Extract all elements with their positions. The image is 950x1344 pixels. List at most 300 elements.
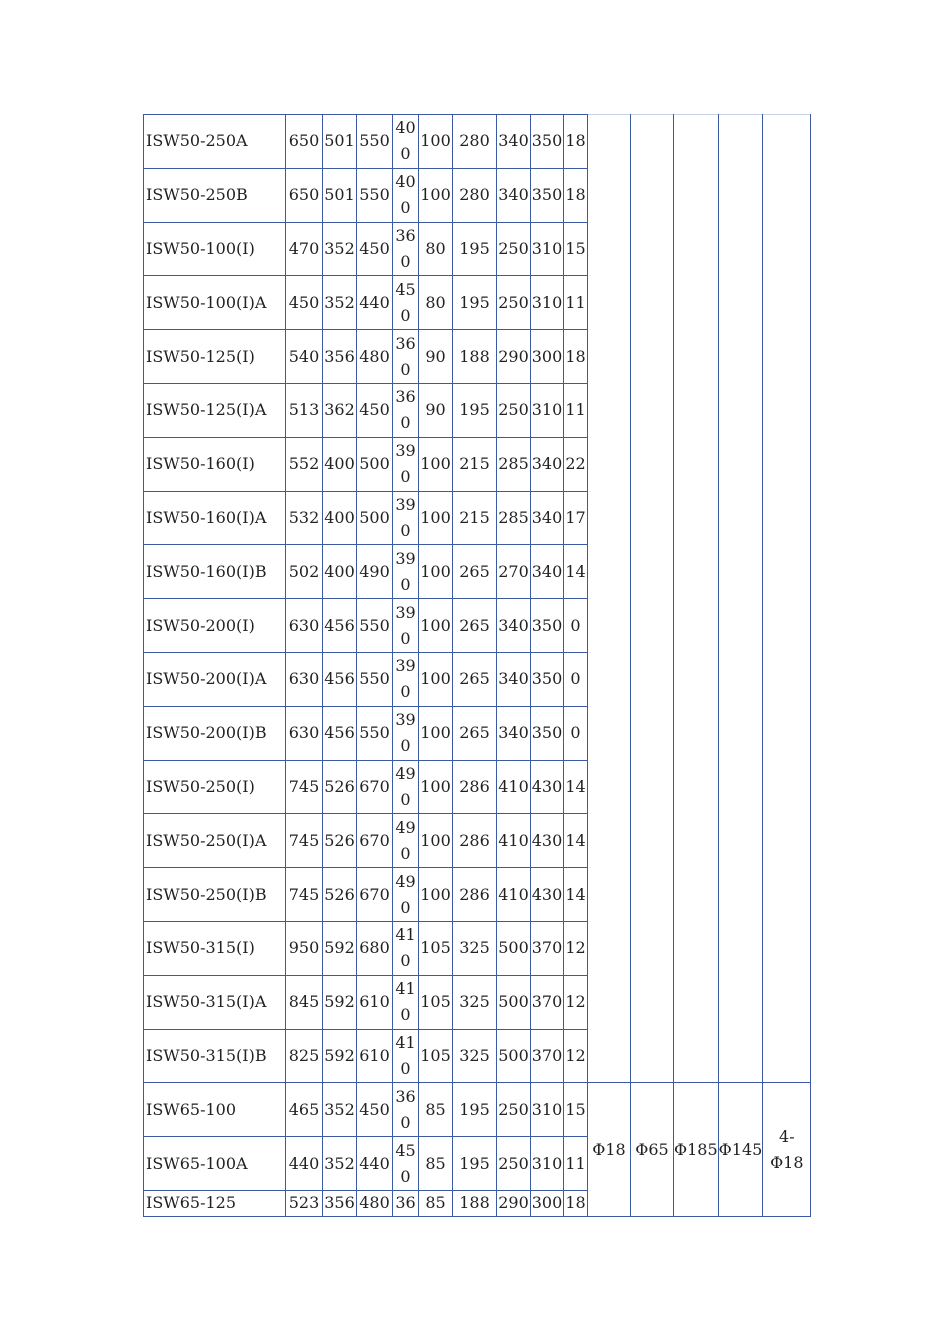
table-row: [144, 437, 811, 491]
model-cell: ISW50-250B: [144, 168, 286, 222]
empty-cell: [763, 1029, 811, 1083]
empty-cell: [588, 222, 631, 276]
empty-cell: [588, 921, 631, 975]
value-cell-2: 362: [323, 383, 357, 437]
empty-cell: [674, 491, 719, 545]
value-cell-4: 410: [393, 1029, 419, 1083]
empty-cell: [631, 168, 674, 222]
value-cell-8: 350: [531, 706, 564, 760]
group-cell-1: Φ18: [588, 1083, 631, 1217]
empty-cell: [763, 168, 811, 222]
value-cell-1: 532: [286, 491, 323, 545]
value-cell-1: 540: [286, 330, 323, 384]
table-row: [144, 491, 811, 545]
empty-cell: [718, 168, 763, 222]
value-cell-7: 290: [497, 330, 531, 384]
value-cell-1: 630: [286, 652, 323, 706]
value-cell-6: 188: [453, 330, 497, 384]
table-row: [144, 975, 811, 1029]
value-cell-4: 390: [393, 652, 419, 706]
value-cell-5: 100: [419, 545, 453, 599]
value-cell-9: 22: [564, 437, 588, 491]
empty-cell: [674, 868, 719, 922]
value-cell-6: 195: [453, 222, 497, 276]
value-cell-5: 100: [419, 814, 453, 868]
value-cell-2: 400: [323, 545, 357, 599]
empty-cell: [718, 276, 763, 330]
value-cell-8: 350: [531, 115, 564, 169]
empty-cell: [631, 491, 674, 545]
empty-cell: [631, 437, 674, 491]
value-cell-6: 265: [453, 599, 497, 653]
value-cell-6: 215: [453, 491, 497, 545]
value-cell-2: 592: [323, 921, 357, 975]
empty-cell: [674, 276, 719, 330]
value-cell-7: 250: [497, 383, 531, 437]
value-cell-8: 430: [531, 868, 564, 922]
empty-cell: [763, 975, 811, 1029]
value-cell-6: 280: [453, 115, 497, 169]
value-cell-7: 500: [497, 1029, 531, 1083]
empty-cell: [763, 276, 811, 330]
value-cell-1: 470: [286, 222, 323, 276]
table-row: [144, 1029, 811, 1083]
value-cell-3: 670: [357, 868, 393, 922]
value-cell-6: 325: [453, 1029, 497, 1083]
empty-cell: [674, 706, 719, 760]
value-cell-9: 12: [564, 975, 588, 1029]
value-cell-3: 450: [357, 222, 393, 276]
model-cell: ISW50-250A: [144, 115, 286, 169]
value-cell-3: 550: [357, 706, 393, 760]
empty-cell: [631, 599, 674, 653]
model-cell: ISW50-315(I): [144, 921, 286, 975]
model-cell: ISW50-125(I)A: [144, 383, 286, 437]
empty-cell: [588, 760, 631, 814]
empty-cell: [588, 868, 631, 922]
value-cell-1: 650: [286, 168, 323, 222]
value-cell-4: 390: [393, 437, 419, 491]
empty-cell: [631, 706, 674, 760]
value-cell-4: 360: [393, 1083, 419, 1137]
empty-cell: [674, 222, 719, 276]
model-cell: ISW50-200(I)A: [144, 652, 286, 706]
value-cell-5: 105: [419, 975, 453, 1029]
empty-cell: [763, 437, 811, 491]
value-cell-7: 500: [497, 975, 531, 1029]
empty-cell: [763, 921, 811, 975]
value-cell-2: 592: [323, 975, 357, 1029]
value-cell-1: 465: [286, 1083, 323, 1137]
empty-cell: [763, 760, 811, 814]
value-cell-7: 290: [497, 1190, 531, 1216]
value-cell-7: 340: [497, 652, 531, 706]
value-cell-4: 490: [393, 814, 419, 868]
value-cell-4: 360: [393, 222, 419, 276]
empty-cell: [718, 652, 763, 706]
model-cell: ISW50-315(I)A: [144, 975, 286, 1029]
value-cell-1: 950: [286, 921, 323, 975]
empty-cell: [674, 975, 719, 1029]
value-cell-4: 450: [393, 1137, 419, 1191]
value-cell-5: 85: [419, 1190, 453, 1216]
value-cell-1: 630: [286, 706, 323, 760]
value-cell-2: 356: [323, 1190, 357, 1216]
value-cell-9: 18: [564, 115, 588, 169]
value-cell-7: 340: [497, 599, 531, 653]
value-cell-6: 265: [453, 652, 497, 706]
value-cell-3: 480: [357, 1190, 393, 1216]
value-cell-5: 100: [419, 868, 453, 922]
value-cell-5: 105: [419, 921, 453, 975]
value-cell-6: 215: [453, 437, 497, 491]
table-row: [144, 814, 811, 868]
table-row: [144, 383, 811, 437]
value-cell-3: 490: [357, 545, 393, 599]
value-cell-4: 450: [393, 276, 419, 330]
value-cell-3: 450: [357, 1083, 393, 1137]
value-cell-9: 11: [564, 1137, 588, 1191]
value-cell-7: 410: [497, 868, 531, 922]
value-cell-6: 188: [453, 1190, 497, 1216]
empty-cell: [718, 222, 763, 276]
value-cell-5: 100: [419, 706, 453, 760]
value-cell-5: 100: [419, 760, 453, 814]
value-cell-9: 11: [564, 383, 588, 437]
empty-cell: [588, 814, 631, 868]
empty-cell: [763, 383, 811, 437]
value-cell-8: 430: [531, 814, 564, 868]
value-cell-7: 340: [497, 706, 531, 760]
value-cell-6: 265: [453, 545, 497, 599]
empty-cell: [631, 652, 674, 706]
value-cell-3: 670: [357, 814, 393, 868]
table-row: [144, 652, 811, 706]
empty-cell: [718, 115, 763, 169]
value-cell-1: 523: [286, 1190, 323, 1216]
empty-cell: [718, 330, 763, 384]
value-cell-4: 410: [393, 921, 419, 975]
value-cell-3: 440: [357, 1137, 393, 1191]
value-cell-2: 352: [323, 276, 357, 330]
value-cell-4: 490: [393, 868, 419, 922]
value-cell-8: 350: [531, 599, 564, 653]
value-cell-4: 490: [393, 760, 419, 814]
table-row: [144, 599, 811, 653]
value-cell-3: 550: [357, 115, 393, 169]
value-cell-5: 80: [419, 222, 453, 276]
value-cell-5: 90: [419, 330, 453, 384]
value-cell-8: 370: [531, 975, 564, 1029]
empty-cell: [763, 814, 811, 868]
empty-cell: [674, 168, 719, 222]
value-cell-5: 80: [419, 276, 453, 330]
value-cell-6: 280: [453, 168, 497, 222]
value-cell-1: 745: [286, 868, 323, 922]
value-cell-3: 440: [357, 276, 393, 330]
value-cell-8: 370: [531, 921, 564, 975]
empty-cell: [588, 975, 631, 1029]
value-cell-7: 250: [497, 276, 531, 330]
empty-cell: [674, 330, 719, 384]
value-cell-2: 352: [323, 222, 357, 276]
empty-cell: [718, 599, 763, 653]
value-cell-8: 300: [531, 1190, 564, 1216]
empty-cell: [674, 652, 719, 706]
value-cell-9: 0: [564, 652, 588, 706]
empty-cell: [631, 921, 674, 975]
table-row: [144, 760, 811, 814]
value-cell-3: 480: [357, 330, 393, 384]
model-cell: ISW50-250(I)B: [144, 868, 286, 922]
empty-cell: [588, 599, 631, 653]
value-cell-8: 340: [531, 437, 564, 491]
value-cell-4: 360: [393, 383, 419, 437]
value-cell-9: 18: [564, 330, 588, 384]
model-cell: ISW50-315(I)B: [144, 1029, 286, 1083]
value-cell-2: 526: [323, 868, 357, 922]
value-cell-1: 845: [286, 975, 323, 1029]
empty-cell: [588, 115, 631, 169]
empty-cell: [718, 383, 763, 437]
model-cell: ISW65-100: [144, 1083, 286, 1137]
value-cell-5: 105: [419, 1029, 453, 1083]
value-cell-8: 340: [531, 491, 564, 545]
value-cell-7: 410: [497, 760, 531, 814]
value-cell-2: 456: [323, 706, 357, 760]
value-cell-1: 502: [286, 545, 323, 599]
value-cell-1: 745: [286, 760, 323, 814]
value-cell-9: 0: [564, 599, 588, 653]
value-cell-1: 552: [286, 437, 323, 491]
empty-cell: [631, 868, 674, 922]
empty-cell: [674, 599, 719, 653]
value-cell-3: 670: [357, 760, 393, 814]
empty-cell: [763, 652, 811, 706]
value-cell-7: 250: [497, 1137, 531, 1191]
model-cell: ISW50-160(I)B: [144, 545, 286, 599]
value-cell-2: 592: [323, 1029, 357, 1083]
empty-cell: [631, 975, 674, 1029]
value-cell-8: 310: [531, 222, 564, 276]
model-cell: ISW50-100(I): [144, 222, 286, 276]
empty-cell: [718, 1029, 763, 1083]
empty-cell: [588, 437, 631, 491]
table-row: [144, 545, 811, 599]
value-cell-9: 14: [564, 814, 588, 868]
empty-cell: [631, 276, 674, 330]
value-cell-9: 15: [564, 1083, 588, 1137]
value-cell-5: 85: [419, 1083, 453, 1137]
value-cell-9: 14: [564, 760, 588, 814]
table-row: [144, 921, 811, 975]
value-cell-9: 18: [564, 1190, 588, 1216]
value-cell-7: 270: [497, 545, 531, 599]
value-cell-9: 14: [564, 868, 588, 922]
empty-cell: [631, 814, 674, 868]
table-row: [144, 706, 811, 760]
empty-cell: [674, 1029, 719, 1083]
value-cell-8: 300: [531, 330, 564, 384]
empty-cell: [631, 1029, 674, 1083]
empty-cell: [674, 115, 719, 169]
empty-cell: [718, 975, 763, 1029]
empty-cell: [674, 814, 719, 868]
empty-cell: [763, 868, 811, 922]
empty-cell: [588, 491, 631, 545]
value-cell-1: 513: [286, 383, 323, 437]
value-cell-7: 340: [497, 115, 531, 169]
value-cell-2: 501: [323, 168, 357, 222]
value-cell-9: 18: [564, 168, 588, 222]
value-cell-8: 310: [531, 276, 564, 330]
value-cell-3: 500: [357, 437, 393, 491]
value-cell-4: 390: [393, 491, 419, 545]
empty-cell: [718, 921, 763, 975]
model-cell: ISW50-200(I): [144, 599, 286, 653]
value-cell-2: 356: [323, 330, 357, 384]
value-cell-6: 325: [453, 921, 497, 975]
group-cell-5: 4-Φ18: [763, 1083, 811, 1217]
value-cell-6: 325: [453, 975, 497, 1029]
table-row: [144, 222, 811, 276]
value-cell-2: 526: [323, 814, 357, 868]
dimension-table-container: [143, 114, 811, 1217]
value-cell-4: 410: [393, 975, 419, 1029]
empty-cell: [763, 330, 811, 384]
value-cell-3: 550: [357, 652, 393, 706]
dimension-table: [143, 114, 811, 1217]
value-cell-8: 310: [531, 383, 564, 437]
model-cell: ISW50-125(I): [144, 330, 286, 384]
value-cell-9: 14: [564, 545, 588, 599]
value-cell-1: 745: [286, 814, 323, 868]
value-cell-2: 400: [323, 437, 357, 491]
value-cell-2: 456: [323, 599, 357, 653]
empty-cell: [631, 330, 674, 384]
value-cell-9: 12: [564, 921, 588, 975]
value-cell-8: 370: [531, 1029, 564, 1083]
value-cell-9: 11: [564, 276, 588, 330]
value-cell-5: 100: [419, 437, 453, 491]
value-cell-7: 410: [497, 814, 531, 868]
model-cell: ISW50-160(I)A: [144, 491, 286, 545]
value-cell-2: 400: [323, 491, 357, 545]
empty-cell: [718, 491, 763, 545]
value-cell-3: 550: [357, 599, 393, 653]
value-cell-1: 440: [286, 1137, 323, 1191]
value-cell-5: 100: [419, 491, 453, 545]
model-cell: ISW50-100(I)A: [144, 276, 286, 330]
value-cell-1: 450: [286, 276, 323, 330]
empty-cell: [631, 222, 674, 276]
empty-cell: [588, 168, 631, 222]
value-cell-6: 286: [453, 760, 497, 814]
value-cell-7: 340: [497, 168, 531, 222]
value-cell-8: 310: [531, 1137, 564, 1191]
value-cell-1: 630: [286, 599, 323, 653]
value-cell-3: 610: [357, 1029, 393, 1083]
model-cell: ISW65-100A: [144, 1137, 286, 1191]
model-cell: ISW65-125: [144, 1190, 286, 1216]
value-cell-9: 15: [564, 222, 588, 276]
model-cell: ISW50-250(I): [144, 760, 286, 814]
empty-cell: [718, 814, 763, 868]
value-cell-4: 390: [393, 599, 419, 653]
value-cell-4: 36: [393, 1190, 419, 1216]
empty-cell: [631, 760, 674, 814]
value-cell-3: 610: [357, 975, 393, 1029]
value-cell-9: 0: [564, 706, 588, 760]
value-cell-6: 286: [453, 814, 497, 868]
empty-cell: [763, 491, 811, 545]
value-cell-5: 90: [419, 383, 453, 437]
value-cell-3: 500: [357, 491, 393, 545]
empty-cell: [763, 222, 811, 276]
value-cell-7: 250: [497, 1083, 531, 1137]
value-cell-1: 825: [286, 1029, 323, 1083]
value-cell-9: 17: [564, 491, 588, 545]
table-row: [144, 330, 811, 384]
value-cell-8: 310: [531, 1083, 564, 1137]
value-cell-4: 400: [393, 115, 419, 169]
empty-cell: [674, 383, 719, 437]
value-cell-7: 250: [497, 222, 531, 276]
empty-cell: [631, 383, 674, 437]
empty-cell: [674, 545, 719, 599]
value-cell-7: 285: [497, 437, 531, 491]
value-cell-3: 680: [357, 921, 393, 975]
empty-cell: [588, 706, 631, 760]
value-cell-5: 100: [419, 168, 453, 222]
value-cell-8: 350: [531, 168, 564, 222]
empty-cell: [588, 330, 631, 384]
group-cell-2: Φ65: [631, 1083, 674, 1217]
value-cell-5: 100: [419, 115, 453, 169]
value-cell-3: 550: [357, 168, 393, 222]
value-cell-7: 500: [497, 921, 531, 975]
empty-cell: [718, 706, 763, 760]
value-cell-7: 285: [497, 491, 531, 545]
table-row: [144, 168, 811, 222]
empty-cell: [674, 437, 719, 491]
empty-cell: [763, 115, 811, 169]
empty-cell: [588, 1029, 631, 1083]
value-cell-2: 352: [323, 1083, 357, 1137]
value-cell-5: 100: [419, 599, 453, 653]
value-cell-5: 85: [419, 1137, 453, 1191]
value-cell-8: 350: [531, 652, 564, 706]
table-row: [144, 868, 811, 922]
group-cell-3: Φ185: [674, 1083, 719, 1217]
value-cell-5: 100: [419, 652, 453, 706]
empty-cell: [718, 545, 763, 599]
table-row: [144, 1083, 811, 1137]
value-cell-8: 430: [531, 760, 564, 814]
empty-cell: [588, 383, 631, 437]
value-cell-2: 501: [323, 115, 357, 169]
value-cell-4: 360: [393, 330, 419, 384]
model-cell: ISW50-200(I)B: [144, 706, 286, 760]
empty-cell: [588, 276, 631, 330]
empty-cell: [588, 652, 631, 706]
value-cell-6: 195: [453, 383, 497, 437]
empty-cell: [631, 545, 674, 599]
value-cell-2: 352: [323, 1137, 357, 1191]
value-cell-6: 195: [453, 276, 497, 330]
value-cell-6: 195: [453, 1083, 497, 1137]
table-row: [144, 115, 811, 169]
